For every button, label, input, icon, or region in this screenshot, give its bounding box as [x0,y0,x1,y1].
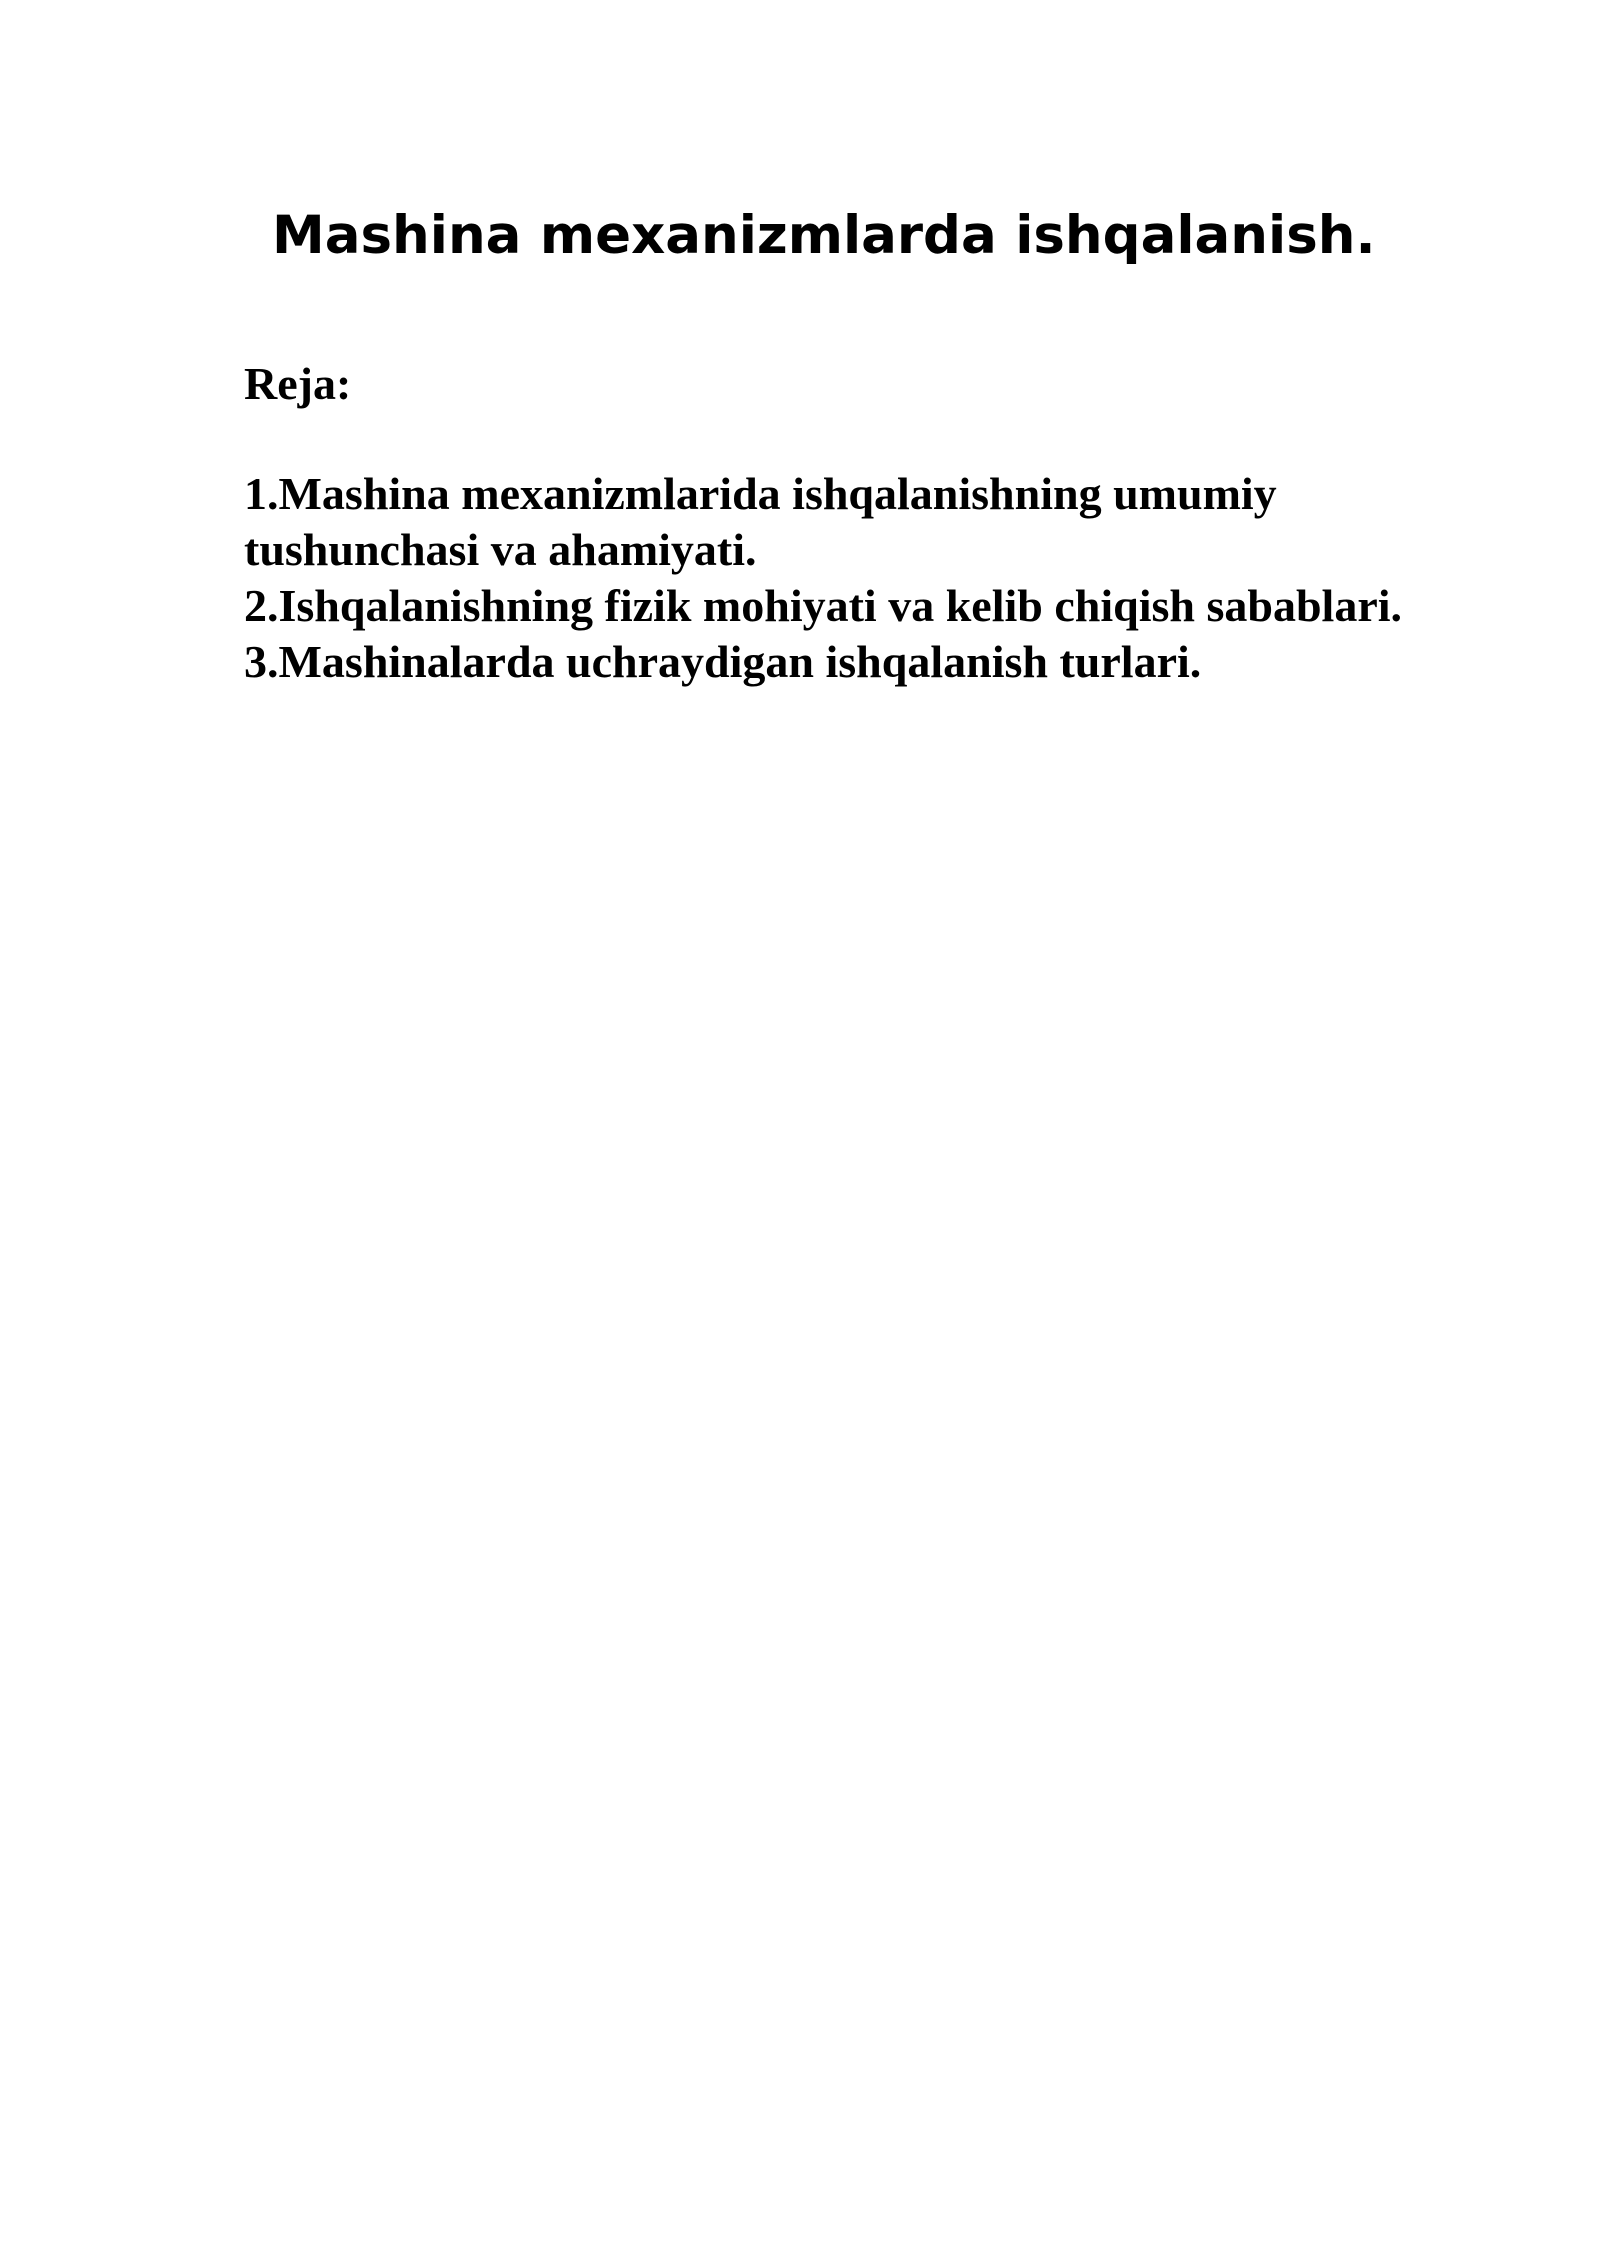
document-title: Mashina mexanizmlarda ishqalanish. [272,205,1376,266]
plan-item: 2.Ishqalanishning fizik mohiyati va kelib chiqish sabablari. [244,580,1403,631]
plan-list [244,466,1404,690]
plan-heading: Reja: [244,358,352,409]
plan-item: 3.Mashinalarda uchraydigan ishqalanish turlari. [244,636,1202,687]
plan-item: 1.Mashina mexanizmlarida ishqalanishning umumiy tushunchasi va ahamiyati. [244,468,1277,575]
